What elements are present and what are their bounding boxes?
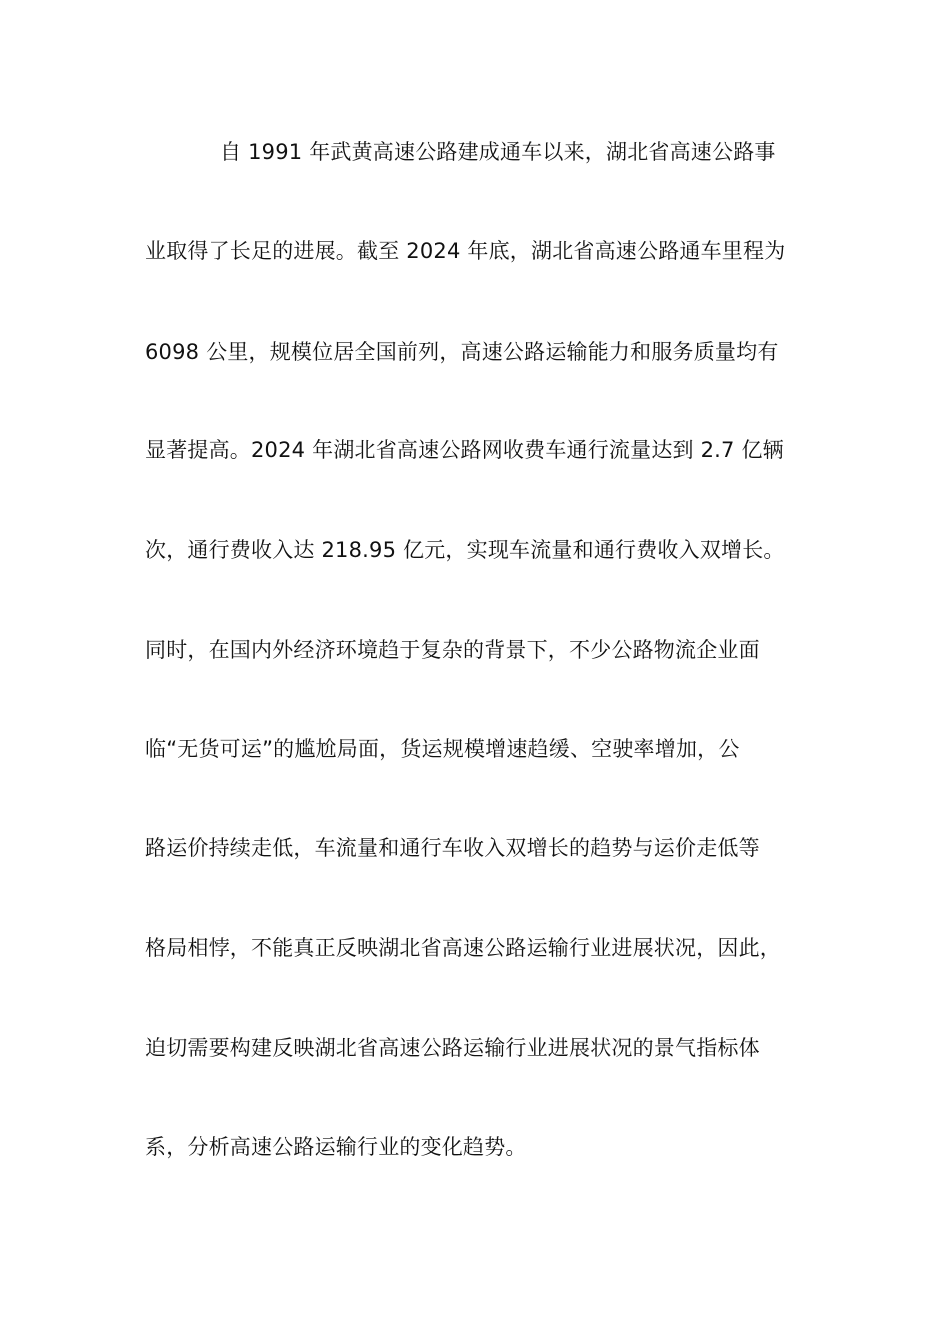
paragraph-line: 临“无货可运”的尴尬局面，货运规模增速趋缓、空驶率增加，公 xyxy=(145,737,740,761)
paragraph-line: 系，分析高速公路运输行业的变化趋势。 xyxy=(145,1135,527,1159)
paragraph-line: 格局相悖，不能真正反映湖北省高速公路运输行业进展状况，因此， xyxy=(145,936,781,960)
paragraph-line: 同时，在国内外经济环境趋于复杂的背景下，不少公路物流企业面 xyxy=(145,638,760,662)
paragraph-line: 路运价持续走低，车流量和通行车收入双增长的趋势与运价走低等 xyxy=(145,836,760,860)
paragraph-line: 自 1991 年武黄高速公路建成通车以来，湖北省高速公路事 xyxy=(220,140,776,164)
paragraph-line: 迫切需要构建反映湖北省高速公路运输行业进展状况的景气指标体 xyxy=(145,1036,760,1060)
paragraph-line: 业取得了长足的进展。截至 2024 年底，湖北省高速公路通车里程为 xyxy=(145,239,786,263)
paragraph-line: 次，通行费收入达 218.95 亿元，实现车流量和通行费收入双增长。 xyxy=(145,538,785,562)
paragraph-line: 6098 公里，规模位居全国前列，高速公路运输能力和服务质量均有 xyxy=(145,340,779,364)
paragraph-line: 显著提高。2024 年湖北省高速公路网收费车通行流量达到 2.7 亿辆 xyxy=(145,438,784,462)
